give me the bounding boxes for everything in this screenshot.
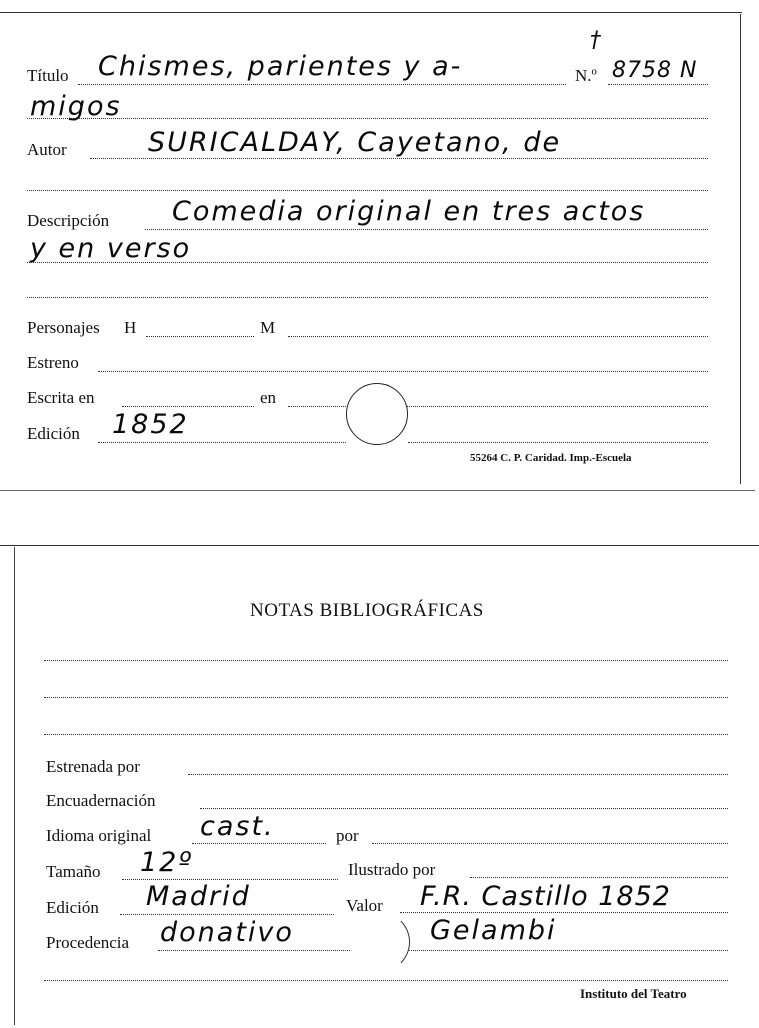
procedencia-label: Procedencia <box>46 933 130 952</box>
valor-label: Valor <box>346 896 383 915</box>
idioma-value: cast. <box>200 811 275 842</box>
titulo-value-cont: migos <box>30 91 122 122</box>
autor-value: SURICALDAY, Cayetano, de <box>148 127 562 158</box>
edicion-value: 1852 <box>112 409 189 440</box>
punch-hole <box>346 383 408 445</box>
estrenada-label: Estrenada por <box>46 757 140 776</box>
edicion-label: Edición <box>27 424 80 443</box>
h-label: H <box>124 318 137 337</box>
valor-value: F.R. Castillo 1852 <box>420 881 671 912</box>
personajes-label: Personajes <box>27 318 100 337</box>
autor-label: Autor <box>27 140 67 159</box>
m-label: M <box>260 318 276 337</box>
cross-mark: † <box>590 28 602 53</box>
institute-imprint: Instituto del Teatro <box>580 986 687 1001</box>
tamano-value: 12º <box>140 847 194 878</box>
card-top-border <box>0 12 742 13</box>
titulo-label: Título <box>27 66 69 85</box>
card-bottom-left-edge <box>14 547 15 1025</box>
en-label: en <box>260 388 277 407</box>
idioma-label: Idioma original <box>46 826 152 845</box>
edicion2-value: Madrid <box>146 881 251 912</box>
encuadernacion-label: Encuadernación <box>46 791 156 810</box>
ilustrado-label: Ilustrado por <box>348 860 436 879</box>
por-label: por <box>336 826 359 845</box>
estreno-label: Estreno <box>27 353 79 372</box>
card-top-bottom-edge <box>0 490 755 491</box>
numero-value: 8758 N <box>612 58 698 83</box>
card-top-right-edge <box>740 14 741 484</box>
tamano-label: Tamaño <box>46 862 101 881</box>
descripcion-value: Comedia original en tres actos <box>172 196 646 227</box>
notas-heading: NOTAS BIBLIOGRÁFICAS <box>250 600 484 621</box>
descripcion-label: Descripción <box>27 211 110 230</box>
procedencia-value: donativo <box>160 917 294 948</box>
card-bottom-top-edge <box>0 545 759 546</box>
escrita-label: Escrita en <box>27 388 95 407</box>
titulo-value: Chismes, parientes y a- <box>98 51 463 82</box>
procedencia-value-2: Gelambi <box>430 915 557 946</box>
edicion2-label: Edición <box>46 898 99 917</box>
printer-imprint: 55264 C. P. Caridad. Imp.-Escuela <box>470 452 632 464</box>
punch-hole-2 <box>350 912 410 972</box>
numero-label: N.º <box>575 66 597 85</box>
descripcion-value-cont: y en verso <box>30 233 192 264</box>
